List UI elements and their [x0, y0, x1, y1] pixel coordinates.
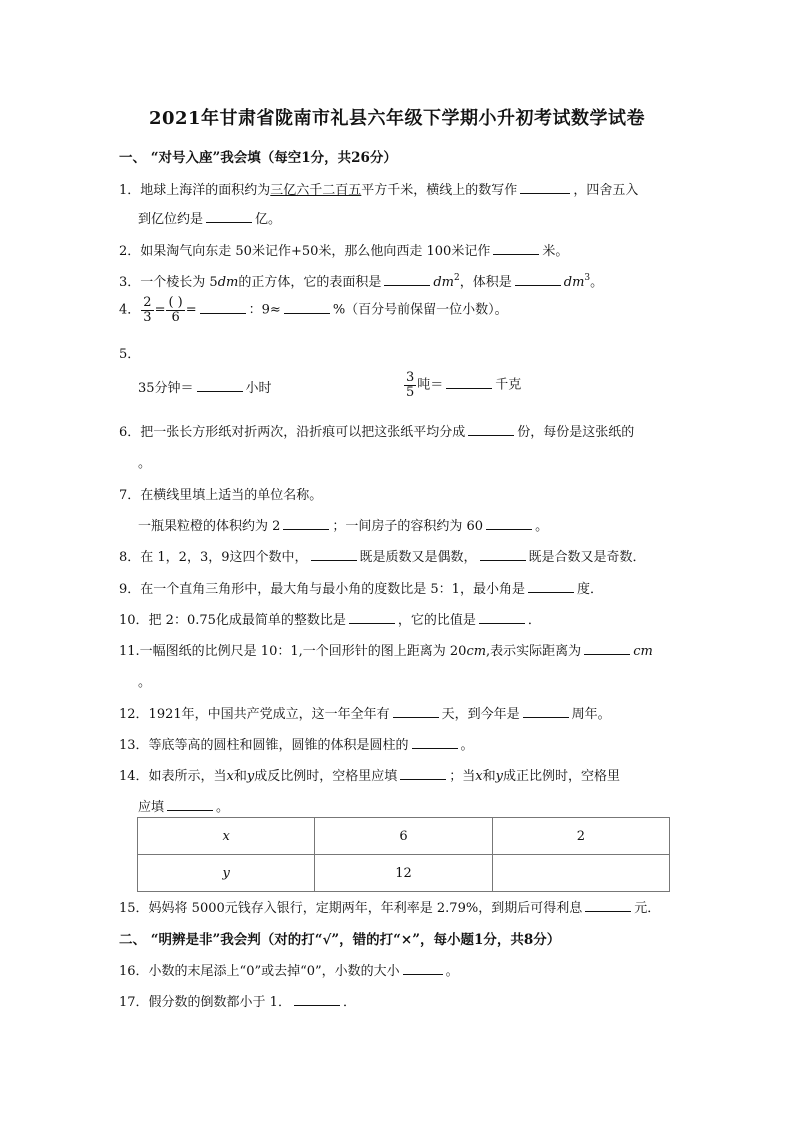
table-cell: 2 [492, 818, 669, 855]
answer-blank[interactable] [283, 517, 329, 530]
table-row [138, 855, 670, 892]
question-12: 12．1921年，中国共产党成立，这一年全年有 天，到今年是 周年。 [119, 707, 611, 722]
answer-blank[interactable] [384, 273, 430, 286]
question-5-part-a: 35分钟＝ 小时 [138, 381, 272, 396]
answer-blank[interactable] [528, 580, 574, 593]
question-14-line-1: 14．如表所示，当x和y成反比例时，空格里应填 ；当x和y成正比例时，空格里 [119, 769, 621, 784]
section-2-heading: 二、 “明辨是非”我会判（对的打“√”，错的打“×”，每小题1分，共8分） [119, 932, 561, 948]
answer-blank[interactable] [206, 210, 252, 223]
question-1-line-1: 1．地球上海洋的面积约为三亿六千二百五平方千米，横线上的数写作 ，四舍五入 [119, 183, 639, 198]
answer-blank[interactable] [584, 642, 630, 655]
question-11-line-2: 。 [138, 675, 152, 690]
question-6-line-1: 6．把一张长方形纸对折两次，沿折痕可以把这张纸平均分成 份，每份是这张纸的 [119, 425, 635, 440]
question-16: 16．小数的末尾添上“0”或去掉“0”，小数的大小 。 [119, 964, 459, 979]
question-8: 8．在 1，2，3，9这四个数中， 既是质数又是偶数， 既是合数又是奇数． [119, 550, 646, 565]
answer-blank[interactable] [585, 899, 631, 912]
question-11-line-1: 11.一幅图纸的比例尺是 10：1,一个回形针的图上距离为 20cm,表示实际距离为 cm [119, 644, 653, 659]
question-3: 3．一个棱长为 5dm的正方体，它的表面积是 $dm^2$，体积是 $dm^3$。 [119, 273, 604, 290]
question-15: 15．妈妈将 5000元钱存入银行，定期两年，年利率是 2.79%，到期后可得利息 元． [119, 901, 661, 916]
fraction: $\frac{2}{3}$ [143, 295, 152, 325]
question-9: 9．在一个直角三角形中，最大角与最小角的度数比是 5：1，最小角是 度． [119, 582, 603, 597]
answer-blank[interactable] [400, 767, 446, 780]
fraction: $\frac{( )}{6}$ [168, 295, 183, 325]
question-13: 13．等底等高的圆柱和圆锥，圆锥的体积是圆柱的 。 [119, 738, 474, 753]
question-5-number: 5． [119, 347, 141, 362]
question-14-line-2: 应填 。 [138, 800, 230, 815]
fraction: $\frac{3}{5}$ [406, 370, 415, 400]
answer-blank[interactable] [523, 705, 569, 718]
empty-answer-cell[interactable] [492, 855, 669, 892]
answer-blank[interactable] [393, 705, 439, 718]
answer-blank[interactable] [311, 548, 357, 561]
question-7-line-2: 一瓶果粒橙的体积约为 2 ；一间房子的容积约为 60 。 [138, 519, 549, 534]
answer-blank[interactable] [294, 993, 340, 1006]
question-5-part-b: $\frac{3}{5}$ 吨＝ 千克 [406, 370, 522, 400]
exam-title: 2021年甘肃省陇南市礼县六年级下学期小升初考试数学试卷 [148, 108, 646, 129]
table-cell: 6 [315, 818, 492, 855]
question-2: 2．如果淘气向东走 50米记作+50米，那么他向西走 100米记作 米。 [119, 244, 569, 259]
table-row [138, 818, 670, 855]
underlined-number-words: 三亿六千二百五 [270, 183, 362, 198]
answer-blank[interactable] [197, 379, 243, 392]
section-1-heading: 一、 “对号入座”我会填（每空1分，共26分） [119, 150, 397, 166]
answer-blank[interactable] [284, 301, 330, 314]
answer-blank[interactable] [412, 736, 458, 749]
answer-blank[interactable] [349, 611, 395, 624]
table-cell: 12 [315, 855, 492, 892]
answer-blank[interactable] [486, 517, 532, 530]
answer-blank[interactable] [200, 301, 246, 314]
question-1-line-2: 到亿位约是 亿。 [138, 212, 282, 227]
answer-blank[interactable] [520, 181, 570, 194]
answer-blank[interactable] [515, 273, 561, 286]
question-6-line-2: 。 [138, 456, 152, 471]
table-cell: y [138, 855, 315, 892]
answer-blank[interactable] [479, 611, 525, 624]
question-10: 10．把 2：0.75化成最简单的整数比是 ，它的比值是 ． [119, 613, 541, 628]
table-cell: x [138, 818, 315, 855]
question-4: 4． $\frac{2}{3}$ = $\frac{( )}{6}$ = ：9≈ %（百分号前保留一位小数）。 [119, 295, 508, 325]
answer-blank[interactable] [167, 798, 213, 811]
xy-table [137, 817, 670, 892]
question-17: 17．假分数的倒数都小于 1． ． [119, 995, 356, 1010]
answer-blank[interactable] [468, 423, 514, 436]
answer-blank[interactable] [446, 376, 492, 389]
answer-blank[interactable] [403, 962, 443, 975]
question-7-line-1: 7．在横线里填上适当的单位名称。 [119, 488, 323, 503]
answer-blank[interactable] [480, 548, 526, 561]
answer-blank[interactable] [493, 242, 539, 255]
